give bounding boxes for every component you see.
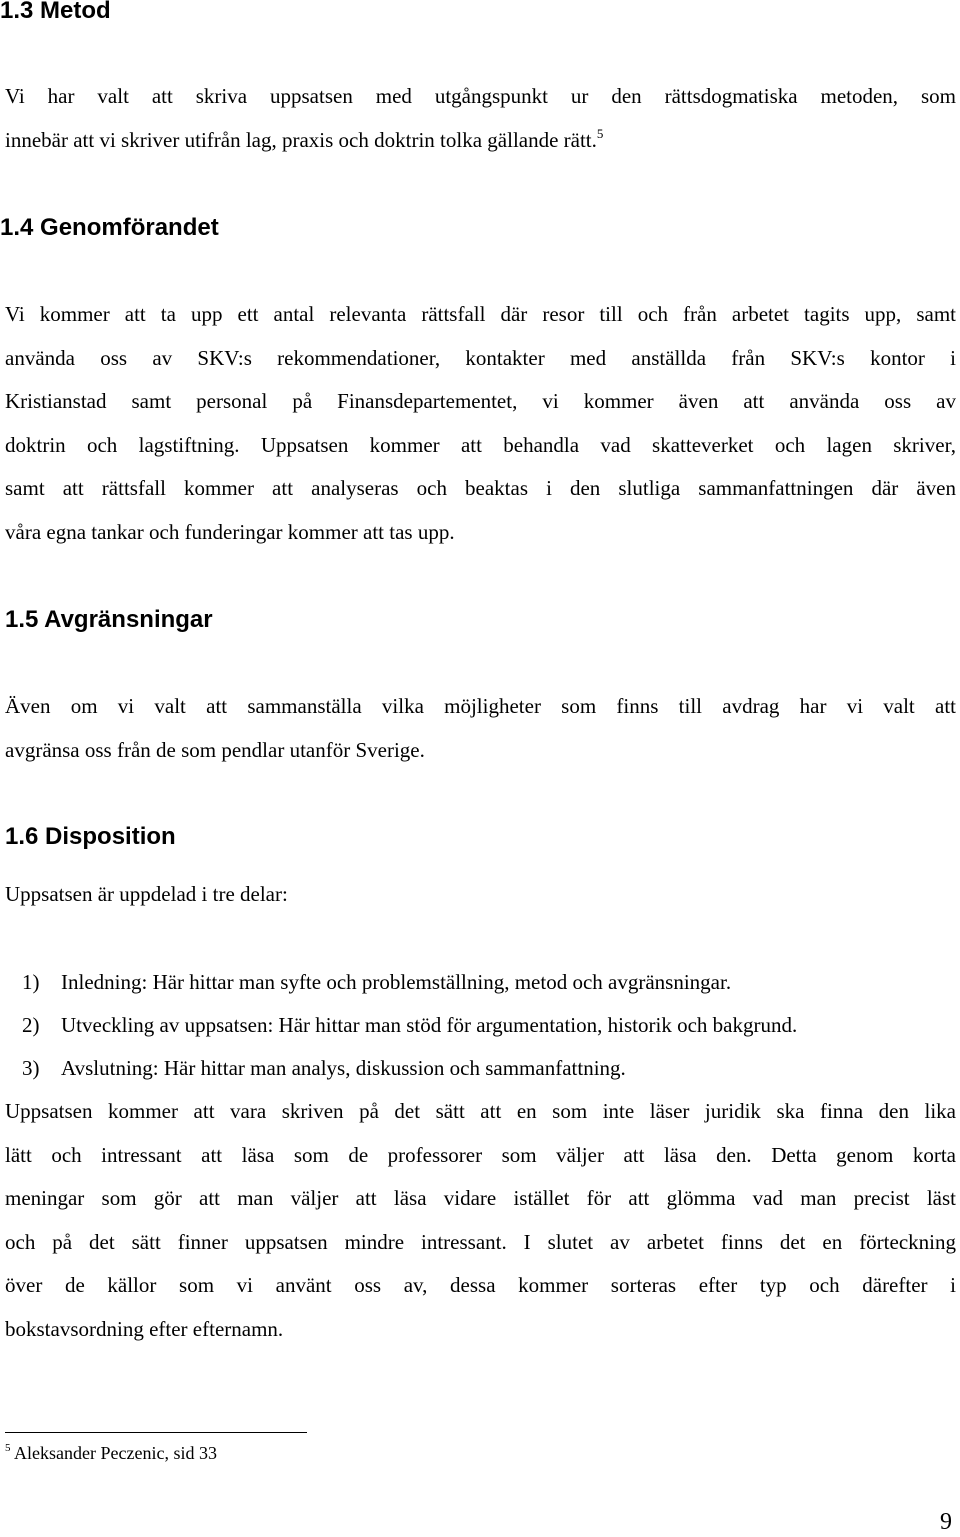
text-line: Uppsatsen är uppdelad i tre delar: xyxy=(5,882,288,906)
page-number: 9 xyxy=(940,1509,952,1535)
list-item-text: Inledning: Här hittar man syfte och problemställning, metod och avgränsningar. xyxy=(61,970,732,994)
paragraph-genomforandet xyxy=(5,293,956,554)
text-line: Även om vi valt att sammanställa vilka möjligheter som finns till avdrag har vi valt att xyxy=(5,694,956,718)
footnote-separator xyxy=(5,1432,307,1433)
section-heading-metod: 1.3 Metod xyxy=(0,0,111,24)
text-line: och på det sätt finner uppsatsen mindre intressant. I slutet av arbetet finns det en förteckning xyxy=(5,1229,956,1254)
text-line: Kristianstad samt personal på Finansdepartementet, vi kommer även att använda oss av xyxy=(5,389,956,413)
text-line: doktrin och lagstiftning. Uppsatsen kommer att behandla vad skatteverket och lagen skriver, xyxy=(5,432,956,457)
text-line: lätt och intressant att läsa som de professorer som väljer att läsa den. Detta genom korta xyxy=(5,1142,956,1167)
text-line: våra egna tankar och funderingar kommer att tas upp. xyxy=(5,519,455,544)
list-item-text: Avslutning: Här hittar man analys, diskussion och sammanfattning. xyxy=(61,1056,626,1080)
text-line: Vi har valt att skriva uppsatsen med utgångspunkt ur den rättsdogmatiska metoden, som xyxy=(5,84,956,108)
footnote-ref: 5 xyxy=(596,125,604,141)
footnote xyxy=(5,1440,217,1466)
text-line-content: innebär att vi skriver utifrån lag, praxis och doktrin tolka gällande rätt. xyxy=(5,127,597,152)
list-item xyxy=(22,1054,626,1082)
paragraph-avgransningar xyxy=(5,685,956,772)
disposition-intro xyxy=(5,873,956,917)
paragraph-disposition xyxy=(5,1090,956,1351)
text-line: använda oss av SKV:s rekommendationer, kontakter med anställda från SKV:s kontor i xyxy=(5,345,956,370)
text-line: samt att rättsfall kommer att analyseras och beaktas i den slutliga sammanfattningen där även xyxy=(5,476,956,500)
list-item-number: 3) xyxy=(22,1056,40,1080)
list-item xyxy=(22,1011,797,1039)
text-line: bokstavsordning efter efternamn. xyxy=(5,1316,284,1341)
list-item xyxy=(22,968,731,996)
section-heading-avgransningar: 1.5 Avgränsningar xyxy=(5,606,213,633)
text-line xyxy=(5,119,956,163)
list-item-text: Utveckling av uppsatsen: Här hittar man stöd för argumentation, historik och bakgrund. xyxy=(61,1013,798,1037)
text-line: Uppsatsen kommer att vara skriven på det sätt att en som inte läser juridik ska finna den lika xyxy=(5,1099,956,1123)
list-item-number: 1) xyxy=(22,970,40,994)
text-line: avgränsa oss från de som pendlar utanför Sverige. xyxy=(5,737,425,762)
paragraph-metod xyxy=(5,75,956,162)
text-line: meningar som gör att man väljer att läsa vidare istället för att glömma vad man precist läst xyxy=(5,1186,956,1210)
section-heading-disposition: 1.6 Disposition xyxy=(5,823,176,850)
section-heading-genomforandet: 1.4 Genomförandet xyxy=(0,214,219,241)
text-line: Vi kommer att ta upp ett antal relevanta rättsfall där resor till och från arbetet tagits upp, samt xyxy=(5,302,956,326)
list-item-number: 2) xyxy=(22,1013,40,1037)
footnote-number: 5 xyxy=(5,1442,11,1454)
footnote-text: Aleksander Peczenic, sid 33 xyxy=(14,1443,217,1463)
text-line: över de källor som vi använt oss av, dessa kommer sorteras efter typ och därefter i xyxy=(5,1273,956,1297)
